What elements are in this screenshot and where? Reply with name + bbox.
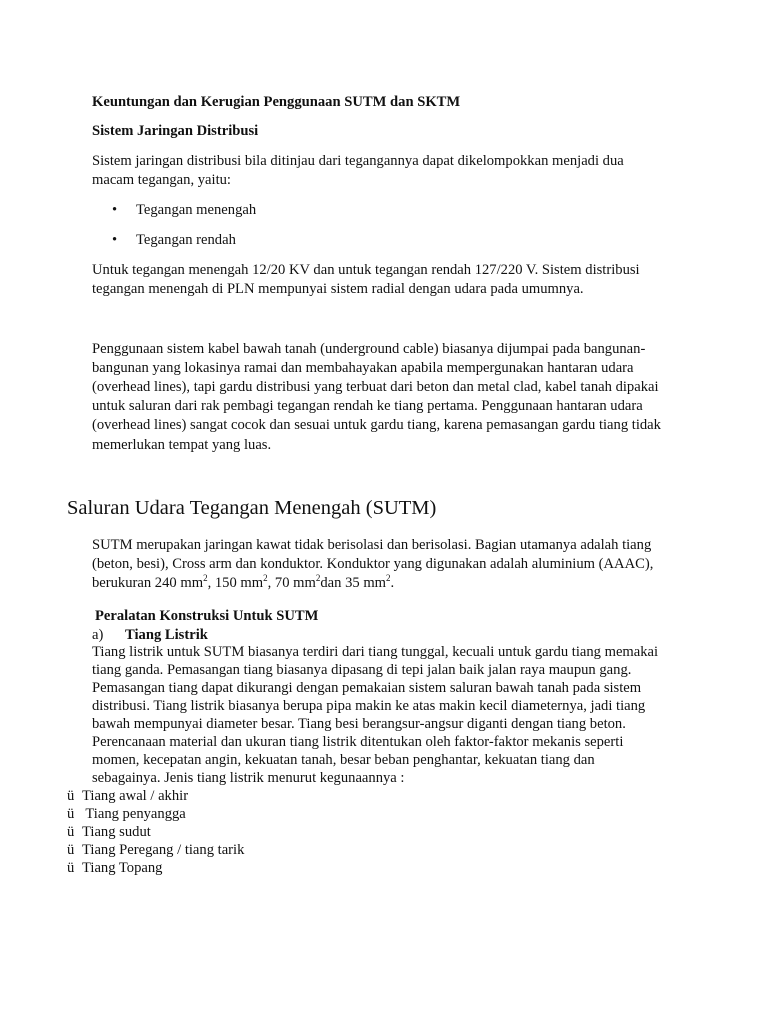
section-title-sutm: Saluran Udara Tegangan Menengah (SUTM) — [67, 497, 437, 519]
subsection-title-tiang-listrik: Tiang Listrik — [125, 627, 208, 643]
section-heading-distribusi: Sistem Jaringan Distribusi — [92, 123, 259, 139]
list-item-text: Tegangan menengah — [136, 202, 257, 218]
superscript: 2 — [203, 573, 208, 583]
superscript: 2 — [386, 573, 391, 583]
text-line: (beton, besi), Cross arm dan konduktor. Konduktor yang digunakan adalah aluminium (AAAC), — [92, 556, 654, 572]
text-line: (overhead lines), tapi gardu distribusi yang terbuat dari beton dan metal clad, kabel tanah dipakai — [92, 379, 659, 395]
list-item-text: Tiang Peregang / tiang tarik — [82, 842, 245, 858]
text-line: distribusi. Tiang listrik biasanya berupa pipa makin ke atas makin kecil diameternya, jadi tiang — [92, 698, 646, 714]
text-line — [92, 574, 394, 593]
checkmark-icon: ü — [67, 824, 75, 840]
text-line: Tiang listrik untuk SUTM biasanya terdiri dari tiang tunggal, kecuali untuk gardu tiang memakai — [92, 644, 659, 660]
superscript: 2 — [315, 573, 321, 583]
text-line: (overhead lines) sangat cocok dan sesuai untuk gardu tiang, karena pemasangan gardu tiang tidak — [92, 417, 661, 433]
text-line: Perencanaan material dan ukuran tiang listrik ditentukan oleh faktor-faktor mekanis seperti — [92, 734, 624, 750]
list-item-text: Tiang awal / akhir — [82, 788, 189, 804]
text-line: untuk saluran dari rak pembagi tegangan rendah ke tiang pertama. Penggunaan hantaran udara — [92, 398, 643, 414]
bullet-icon: • — [112, 232, 118, 248]
text-line: bawah mempunyai diameter besar. Tiang besi berangsur-angsur diganti dengan tiang beton. — [92, 716, 626, 732]
text-run: , 150 mm — [207, 575, 264, 591]
text-line: Untuk tegangan menengah 12/20 KV dan untuk tegangan rendah 127/220 V. Sistem distribusi — [92, 262, 640, 278]
list-item — [67, 787, 188, 806]
checkmark-icon: ü — [67, 788, 75, 804]
text-line: momen, kecepatan angin, kekuatan tanah, besar beban penghantar, kekuatan tiang dan — [92, 752, 595, 768]
text-line: tegangan menengah di PLN mempunyai sistem radial dengan udara pada umumnya. — [92, 281, 584, 297]
text-line: memerlukan tempat yang luas. — [92, 437, 272, 453]
subsection-title-peralatan: Peralatan Konstruksi Untuk SUTM — [95, 608, 319, 624]
text-line: Penggunaan sistem kabel bawah tanah (underground cable) biasanya dijumpai pada bangunan- — [92, 341, 646, 357]
text-line: macam tegangan, yaitu: — [92, 172, 231, 188]
bullet-icon: • — [112, 202, 118, 218]
text-line: bangunan yang lokasinya ramai dan membahayakan apabila mempergunakan hantaran udara — [92, 360, 634, 376]
list-item-text: Tiang sudut — [82, 824, 151, 840]
list-item — [67, 841, 244, 860]
text-run: berukuran 240 mm — [92, 575, 204, 591]
text-line: Pemasangan tiang dapat dikurangi dengan pemakaian sistem saluran bawah tanah pada sistem — [92, 680, 642, 696]
list-item-text: Tiang penyangga — [82, 806, 186, 822]
text-run: dan 35 mm — [320, 575, 387, 591]
list-marker: a) — [92, 627, 104, 643]
text-line: SUTM merupakan jaringan kawat tidak berisolasi dan berisolasi. Bagian utamanya adalah tiang — [92, 537, 652, 553]
text-line: tiang ganda. Pemasangan tiang biasanya dipasang di tepi jalan baik jalan raya maupun gang. — [92, 662, 632, 678]
superscript: 2 — [263, 573, 268, 583]
text-run: , 70 mm — [267, 575, 316, 591]
list-item — [67, 823, 151, 842]
text-line: Sistem jaringan distribusi bila ditinjau dari tegangannya dapat dikelompokkan menjadi dua — [92, 153, 624, 169]
text-line: sebagainya. Jenis tiang listrik menurut kegunaannya : — [92, 770, 405, 786]
checkmark-icon: ü — [67, 842, 75, 858]
checkmark-icon: ü — [67, 860, 75, 876]
checkmark-icon: ü — [67, 806, 75, 822]
list-item-text: Tiang Topang — [82, 860, 163, 876]
text-run: . — [390, 575, 395, 591]
list-item — [67, 859, 162, 878]
list-item-text: Tegangan rendah — [136, 232, 236, 248]
document-heading: Keuntungan dan Kerugian Penggunaan SUTM dan SKTM — [92, 94, 461, 110]
list-item — [67, 805, 186, 824]
